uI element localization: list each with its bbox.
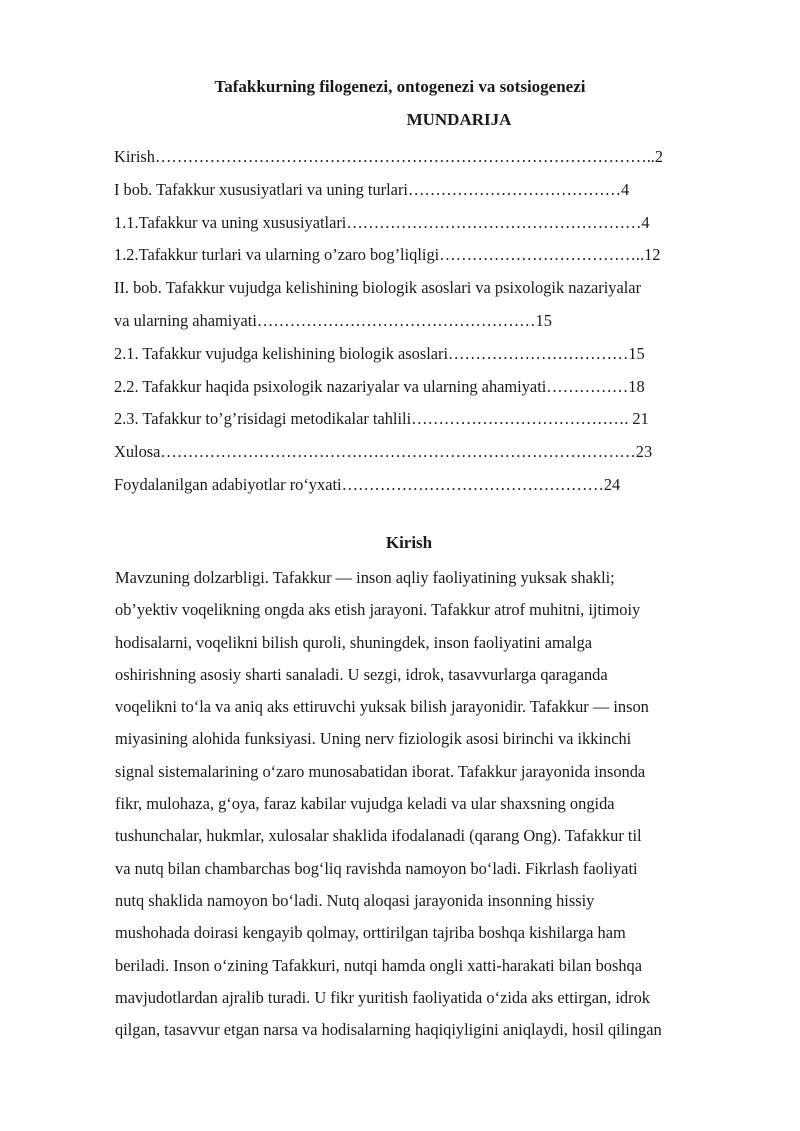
text-line: qilgan, tasavvur etgan narsa va hodisalarning haqiqiyligini aniqlaydi, hosil qilingan <box>115 1020 662 1040</box>
text-line: Mavzuning dolzarbligi. Tafakkur — inson aqliy faoliyatining yuksak shakli; <box>115 568 615 587</box>
text-line: ob’yektiv voqelikning ongda aks etish jarayoni. Tafakkur atrof muhitni, ijtimoiy <box>115 600 641 620</box>
text-line: va nutq bilan chambarchas bog‘liq ravishda namoyon bo‘ladi. Fikrlash faoliyati <box>115 858 638 878</box>
toc-entry: I bob. Tafakkur xususiyatlari va uning turlari…………………………………4 <box>114 179 630 199</box>
text-line: oshirishning asosiy sharti sanaladi. U sezgi, idrok, tasavvurlarga qaraganda <box>115 664 608 684</box>
text-line: fikr, mulohaza, g‘oya, faraz kabilar vujudga keladi va ular shaxsning ongida <box>115 794 615 814</box>
text-line: tushunchalar, hukmlar, xulosalar shaklida ifodalanadi (qarang Ong). Tafakkur til <box>115 826 642 846</box>
toc-entry: 1.1.Tafakkur va uning xususiyatlari………………………………………………4 <box>114 212 650 232</box>
text-line: hodisalarni, voqelikni bilish quroli, shuningdek, inson faoliyatini amalga <box>115 632 593 652</box>
text-line: mavjudotlardan ajralib turadi. U fikr yuritish faoliyatida o‘zida aks ettirgan, idrok <box>115 987 650 1007</box>
toc-entry: Kirish………………………………………………………………………………..2 <box>114 147 664 166</box>
toc-heading: MUNDARIJA <box>406 110 512 129</box>
text-line: miyasining alohida funksiyasi. Uning nerv fiziologik asosi birinchi va ikkinchi <box>115 729 632 749</box>
section-heading-kirish: Kirish <box>385 533 433 552</box>
text-line: signal sistemalarining o‘zaro munosabatidan iborat. Tafakkur jarayonida insonda <box>115 761 646 781</box>
toc-entry: 2.3. Tafakkur to’g’risidagi metodikalar tahlili…………………………………. 21 <box>114 409 649 429</box>
document-title: Tafakkurning filogenezi, ontogenezi va sotsiogenezi <box>214 77 586 96</box>
toc-entry: 1.2.Tafakkur turlari va ularning o’zaro bog’liqligi………………………………..12 <box>114 245 661 265</box>
toc-entry: 2.1. Tafakkur vujudga kelishining biologik asoslari……………………………15 <box>114 343 645 363</box>
text-line: nutq shaklida namoyon bo‘ladi. Nutq aloqasi jarayonida insonning hissiy <box>115 890 595 910</box>
intro-paragraph <box>115 562 755 1046</box>
toc-entry: va ularning ahamiyati……………………………………………15 <box>114 310 552 330</box>
text-line: beriladi. Inson o‘zining Tafakkuri, nutqi hamda ongli xatti-harakati bilan boshqa <box>115 955 643 975</box>
toc-entry: 2.2. Tafakkur haqida psixologik nazariyalar va ularning ahamiyati……………18 <box>114 376 645 396</box>
text-line: voqelikni to‘la va aniq aks ettiruvchi yuksak bilish jarayonidir. Tafakkur — inson <box>115 697 649 717</box>
table-of-contents <box>114 141 754 502</box>
toc-entry: II. bob. Tafakkur vujudga kelishining biologik asoslari va psixologik nazariyalar <box>114 278 642 298</box>
toc-entry: Xulosa……………………………………………………………………………23 <box>114 442 653 462</box>
text-line: mushohada doirasi kengayib qolmay, orttirilgan tajriba boshqa kishilarga ham <box>115 923 626 943</box>
toc-entry: Foydalanilgan adabiyotlar ro‘yxati…………………………………………24 <box>114 474 621 494</box>
